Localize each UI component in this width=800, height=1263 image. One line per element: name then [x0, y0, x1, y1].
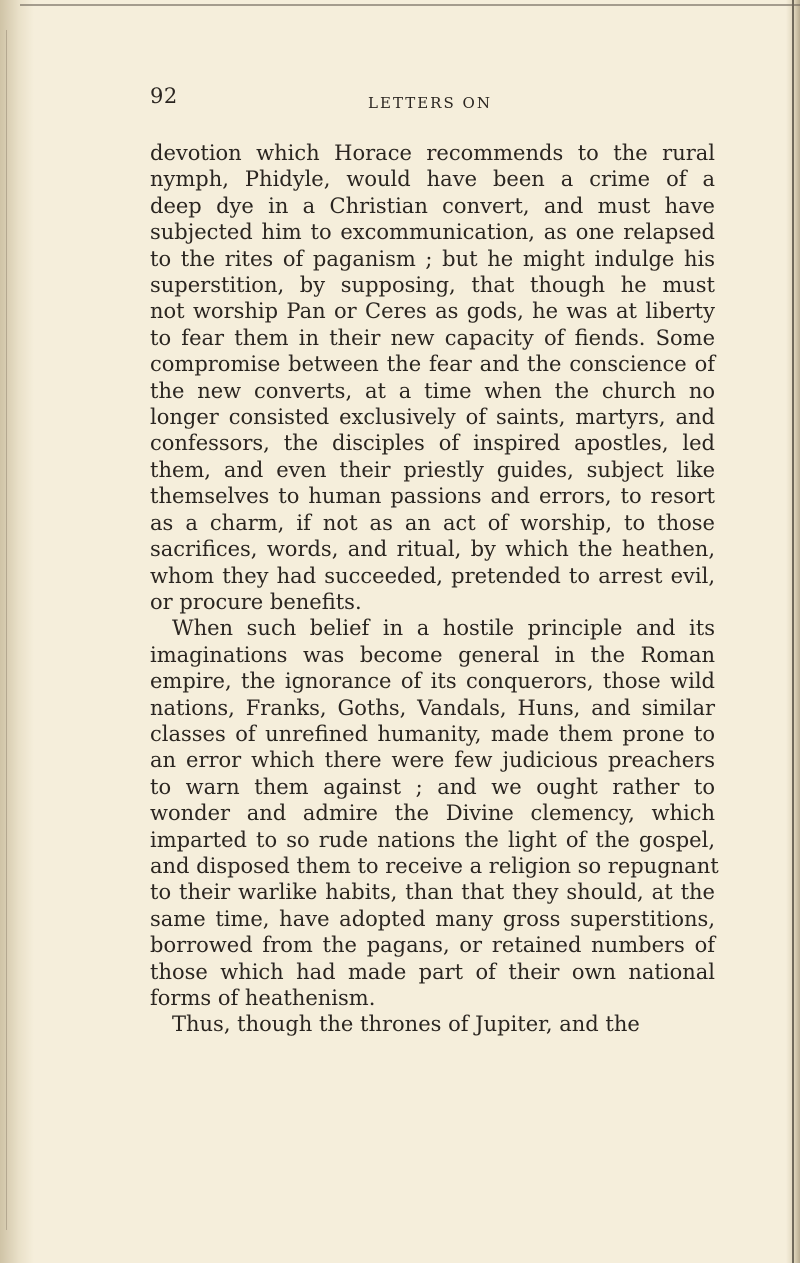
text-line: imaginations was become general in the Roman	[150, 642, 715, 667]
text-line: Thus, though the thrones of Jupiter, and the	[172, 1012, 640, 1037]
text-line: to fear them in their new capacity of fiends. Some	[150, 325, 715, 350]
text-line: to their warlike habits, than that they should, at the	[150, 880, 715, 905]
text-line: as a charm, if not as an act of worship, to those	[150, 510, 715, 535]
text-line: compromise between the fear and the conscience of	[150, 352, 715, 377]
text-line: When such belief in a hostile principle and its	[172, 616, 715, 641]
text-line: nations, Franks, Goths, Vandals, Huns, and similar	[150, 695, 715, 720]
text-line: or procure benefits.	[150, 589, 362, 614]
text-line: themselves to human passions and errors, to resort	[150, 484, 715, 509]
text-line: devotion which Horace recommends to the rural	[150, 141, 715, 165]
text-line: borrowed from the pagans, or retained numbers of	[150, 933, 715, 958]
page-number: 92	[150, 84, 178, 108]
text-line: classes of unrefined humanity, made them prone to	[150, 721, 715, 746]
text-line: subjected him to excommunication, as one relapsed	[150, 220, 715, 245]
text-line: longer consisted exclusively of saints, martyrs, and	[150, 405, 715, 430]
running-head: LETTERS ON	[368, 94, 492, 112]
text-line: superstition, by supposing, that though he must	[150, 273, 715, 298]
text-line: the new converts, at a time when the church no	[150, 378, 715, 403]
text-line: imparted to so rude nations the light of the gospel,	[150, 827, 715, 852]
text-line: same time, have adopted many gross superstitions,	[150, 906, 715, 931]
text-line: deep dye in a Christian convert, and must have	[150, 193, 715, 218]
text-line: nymph, Phidyle, would have been a crime of a	[150, 167, 715, 192]
text-line: forms of heathenism.	[150, 986, 376, 1010]
text-line: sacrifices, words, and ritual, by which the heathen,	[150, 537, 715, 562]
page-top-edge	[20, 4, 800, 6]
text-line: an error which there were few judicious preachers	[150, 748, 715, 773]
text-line: not worship Pan or Ceres as gods, he was at liberty	[150, 299, 715, 324]
text-line: to warn them against ; and we ought rather to	[150, 774, 715, 799]
page-gutter	[0, 0, 34, 1263]
text-line: them, and even their priestly guides, subject like	[150, 457, 715, 482]
text-line: those which had made part of their own national	[150, 959, 715, 984]
text-line: wonder and admire the Divine clemency, which	[150, 801, 715, 826]
text-line: empire, the ignorance of its conquerors, those wild	[150, 669, 715, 694]
page-edge	[786, 0, 800, 1263]
text-line: confessors, the disciples of inspired apostles, led	[150, 431, 715, 456]
page-header	[150, 78, 710, 118]
text-line: whom they had succeeded, pretended to arrest evil,	[150, 563, 715, 588]
body-text	[150, 140, 719, 1038]
text-line: to the rites of paganism ; but he might indulge his	[150, 246, 715, 271]
text-line: and disposed them to receive a religion so repugnant	[150, 853, 719, 878]
